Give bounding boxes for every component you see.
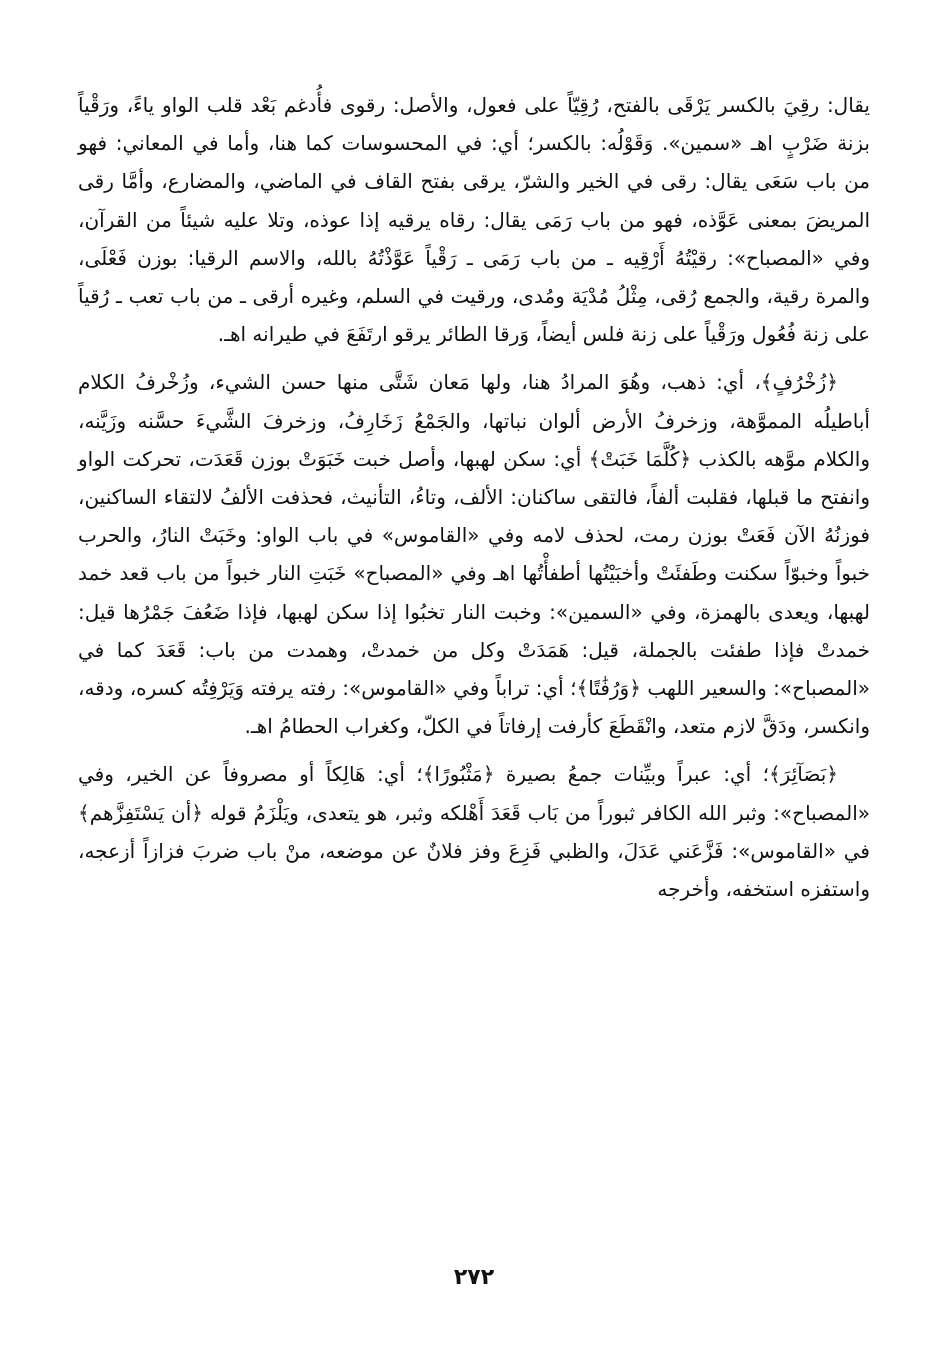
paragraph-zukhruf: ﴿زُخْرُفٍ﴾، أي: ذهب، وهُوَ المرادُ هنا، ولها مَعان شَتَّى منها حسن الشيء، وزُخْرفُ الكلام أباطيلُه المموَّهة، وزخرفُ الأرض ألوان نباتها، والجَمْعُ زَخَارِفُ، وزخرفَ الشَّيءَ حسَّنه وزَيَّنه، والكلام موَّهه بالكذب ﴿كُلَّمَا خَبَتْ﴾ أي: سكن لهبها، وأصل خبت خَبَوَتْ بوزن قَعَدَت، تحركت الواو وانفتح ما قبلها، فقلبت ألفاً، فالتقى ساكنان: الألف، وتاءُ، التأنيث، فحذفت الألفُ لالتقاء الساكنين، فوزنُهُ الآن فَعَتْ بوزن رمت، لحذف لامه وفي «القاموس» في باب الواو: وخَبَتْ النارُ، والحرب خبواً وخبوّاً سكنت وطَفئَتْ وأخبَيْتُها أطفأْتُها اهـ وفي «المصباح» خَبَتِ النار خبواً من باب قعد خمد لهبها، ويعدى بالهمزة، وفي «السمين»: وخبت النار تخبُوا إذا سكن لهبها، فإذا ضَعُفَ جَمْرُها قيل: خمدتْ فإذا طفئت بالجملة، قيل: هَمَدَتْ وكل من خمدتْ، وهمدت من باب: قَعَدَ كما في «المصباح»: والسعير اللهب ﴿وَرُفَٰتًا﴾؛ أي: تراباً وفي «القاموس»: رفته يرفته وَيَرْفِتُه كسره، ودقه، وانكسر، ودَقَّ لازم متعد، وانْقَطَعَ كأرفت إرفاتاً في الكلّ، وكغراب الحطامُ اهـ. bbox=[78, 370, 870, 739]
page-number: ٢٧٢ bbox=[453, 1265, 495, 1290]
paragraph-ruqiy: يقال: رقِيَ بالكسر يَرْقَى بالفتح، رُقِيّاً على فعول، والأصل: رقوى فأُدغم بَعْد قلب الواو ياءً، ورَقْياً بزنة ضَرْبٍ اهـ «سمين». وَقَوْلُه: بالكسر؛ أي: في المحسوسات كما هنا، وأما في المعاني: فهو من باب سَعَى يقال: رقى في الخير والشرّ، يرقى بفتح القاف في الماضي، والمضارع، وأمَّا رقى المريضَ بمعنى عَوَّذه، فهو من باب رَمَى يقال: رقاه يرقيه إذا عوذه، وتلا عليه شيئاً من القرآن، وفي «المصباح»: رقيْتُهُ أَرْقِيه ـ من باب رَمَى ـ رَقْياً عَوَّذْتُهُ بالله، والاسم الرقيا: بوزن فَعْلَى، والمرة رقية، والجمع رُقى، مِثْلُ مُدْيَة ومُدى، ورقيت في السلم، وغيره أرقى ـ من باب تعب ـ رُقياً على زنة فُعُول ورَقْياً على زنة فلس أيضاً، وَرقا الطائر يرقو ارتَفَعَ في طيرانه اهـ. bbox=[78, 93, 870, 347]
page-body bbox=[78, 86, 870, 908]
paragraph-basair: ﴿بَصَآئِرَ﴾؛ أي: عبراً وبيِّنات جمعُ بصيرة ﴿مَثْبُورًا﴾؛ أي: هَالِكاً أو مصروفاً عن الخير، وفي «المصباح»: وثبر الله الكافر ثبوراً من بَاب قَعَدَ أَهْلكه وثبر، هو يتعدى، ويَلْزَمُ قوله ﴿أن يَسْتَفِزَّهم﴾ في «القاموس»: فَزَّعَني عَدَلَ، والظبي فَزِعَ وفز فلانٌ عن موضعه، منْ باب ضربَ فزازاً أزعجه، واستفزه استخفه، وأخرجه bbox=[78, 762, 870, 902]
